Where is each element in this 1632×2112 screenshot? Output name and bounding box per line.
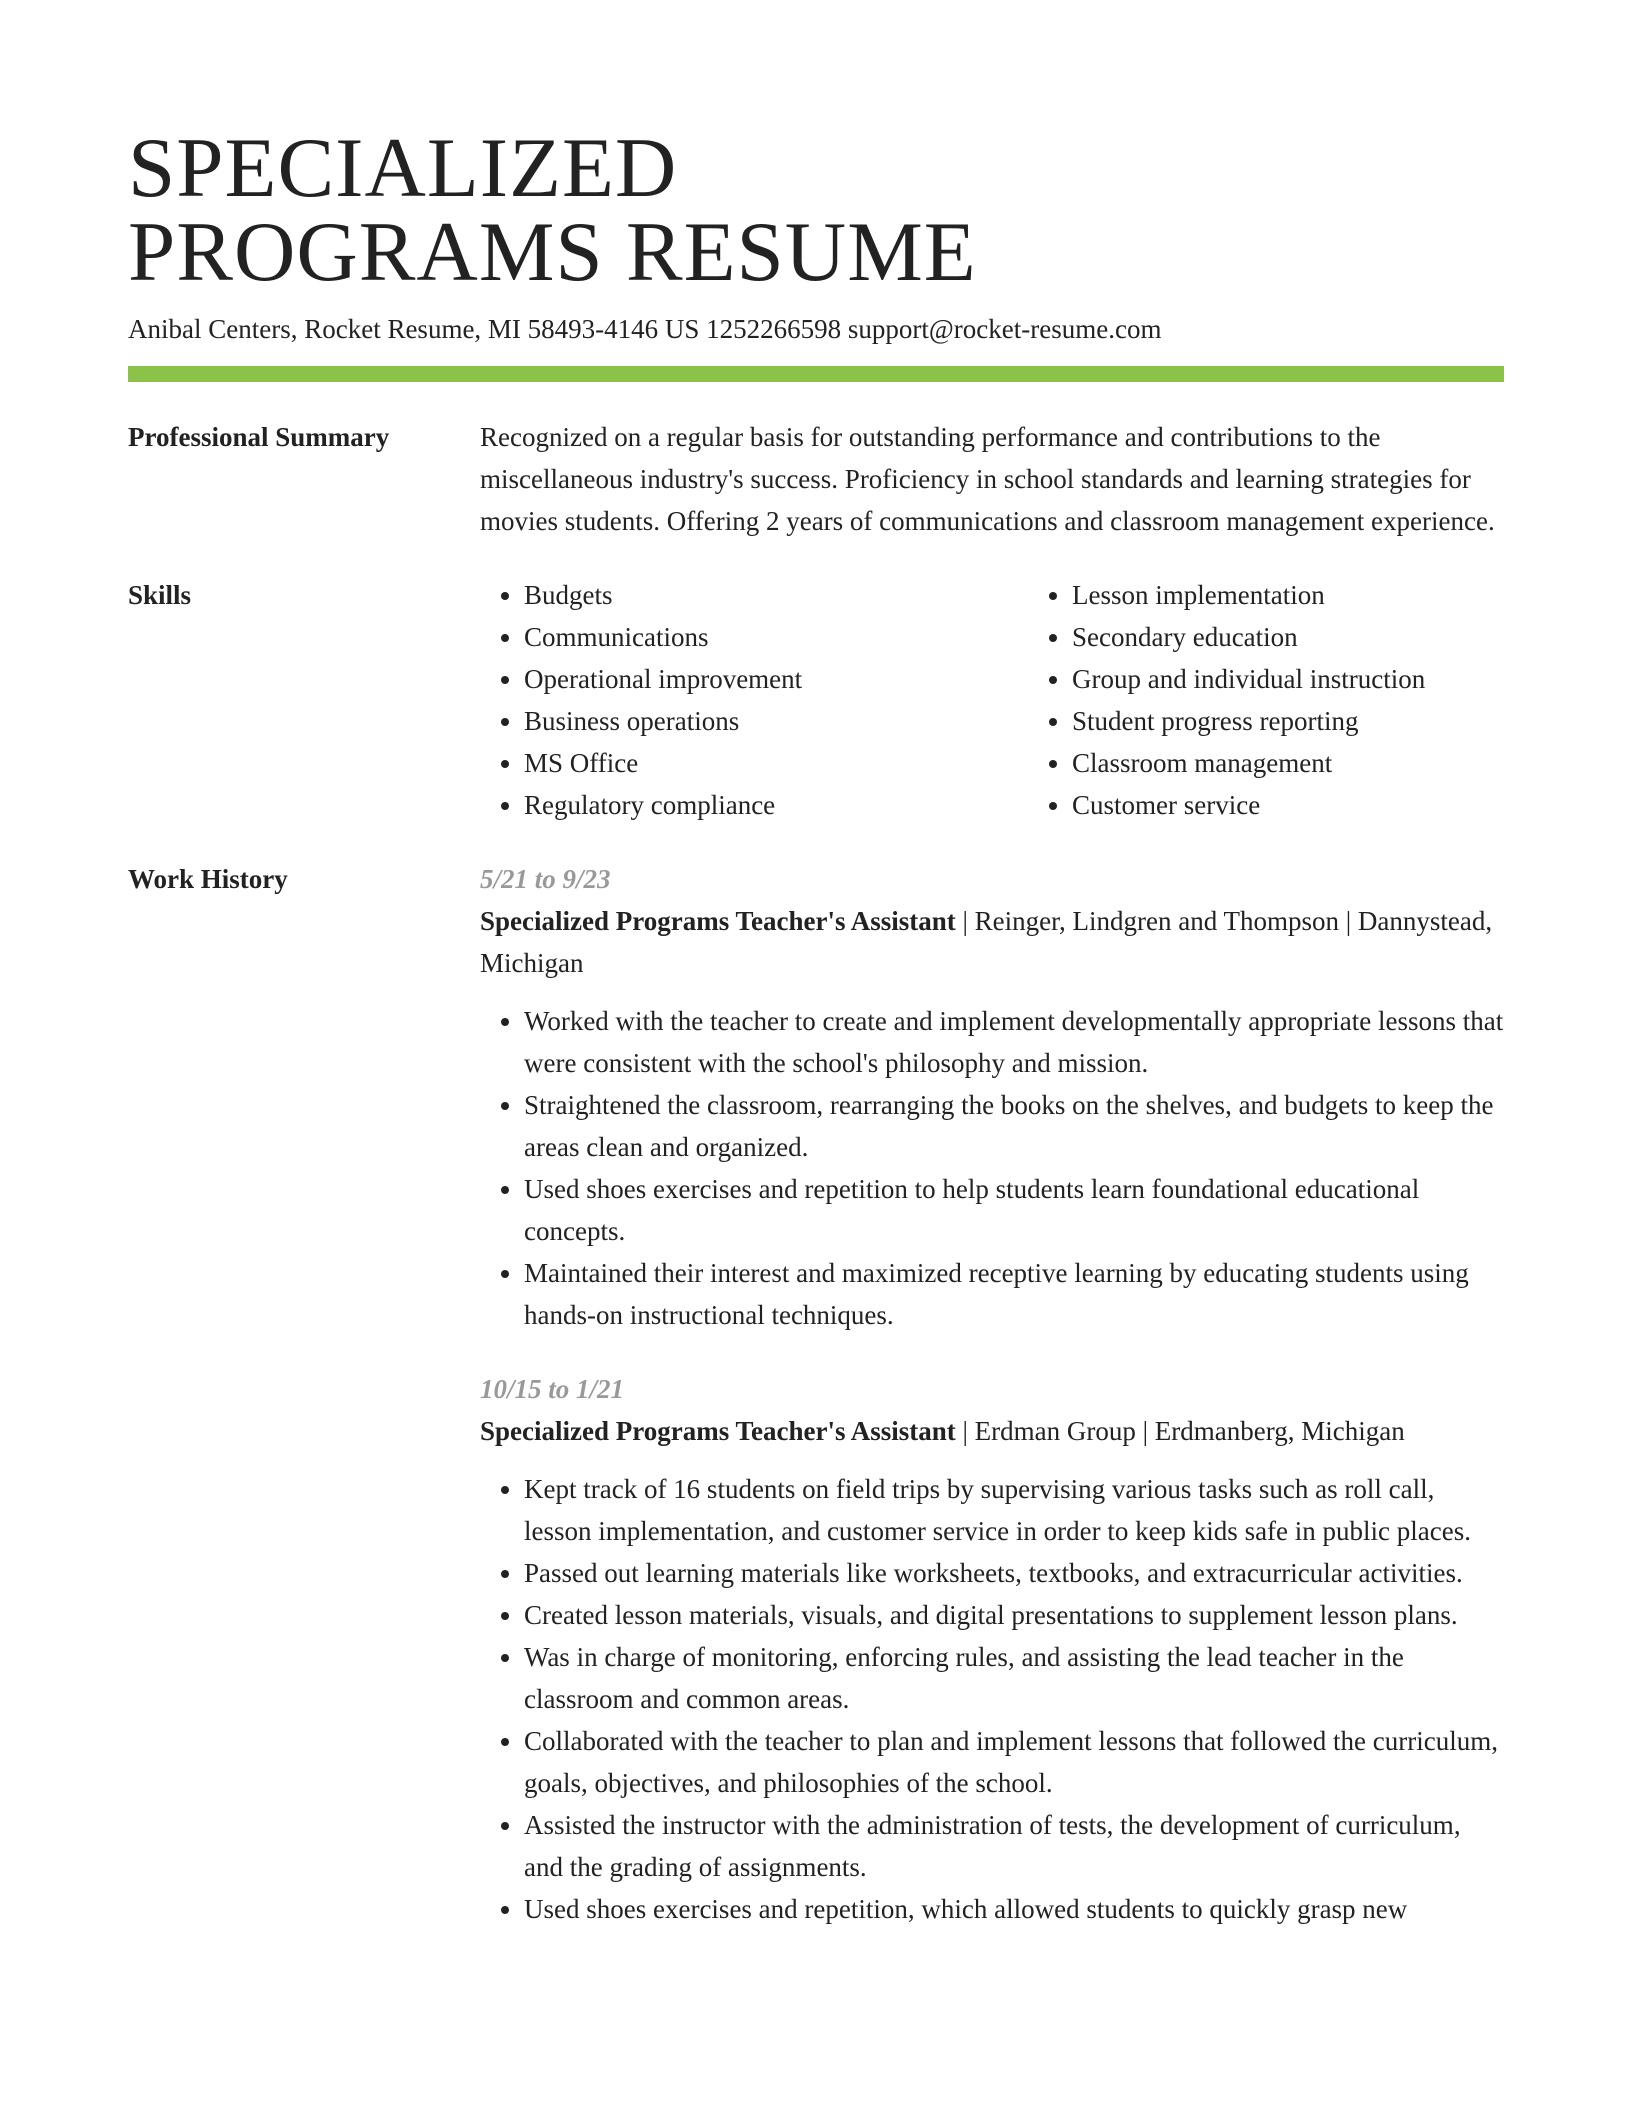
skills-column-left <box>480 574 1028 826</box>
skill-item: • Operational improvement <box>524 658 1028 700</box>
skill-item: • Group and individual instruction <box>1072 658 1576 700</box>
job-bullet: • Straightened the classroom, rearranging the books on the shelves, and budgets to keep the areas clean and organized. <box>524 1084 1504 1168</box>
skills-column-right <box>1028 574 1576 826</box>
skills-section <box>128 574 1504 826</box>
job-dates: 5/21 to 9/23 <box>480 864 611 894</box>
section-label-skills: Skills <box>128 580 192 610</box>
job-title: Specialized Programs Teacher's Assistant <box>480 1416 956 1446</box>
job-heading <box>480 900 1504 984</box>
job-bullet: • Passed out learning materials like worksheets, textbooks, and extracurricular activities. <box>524 1552 1504 1594</box>
skill-item: • Regulatory compliance <box>524 784 1028 826</box>
resume-title-line-2: PROGRAMS RESUME <box>128 205 977 299</box>
job-bullet: • Used shoes exercises and repetition, which allowed students to quickly grasp new <box>524 1888 1504 1930</box>
job-entry <box>480 858 1504 1336</box>
skills-body <box>480 574 1576 826</box>
work-history-section <box>128 858 1504 1930</box>
skill-item: • Communications <box>524 616 1028 658</box>
job-bullet: • Worked with the teacher to create and implement developmentally appropriate lessons that were consistent with the school's philosophy and mission. <box>524 1000 1504 1084</box>
skills-grid <box>480 574 1576 826</box>
skill-item: • Secondary education <box>1072 616 1576 658</box>
skill-item: • Business operations <box>524 700 1028 742</box>
skill-item: • Classroom management <box>1072 742 1576 784</box>
job-employer-location: | Erdman Group | Erdmanberg, Michigan <box>955 1416 1405 1446</box>
job-employer-location: | Reinger, Lindgren and Thompson | Dannystead, Michigan <box>480 906 1493 978</box>
job-heading <box>480 1410 1504 1452</box>
contact-line: Anibal Centers, Rocket Resume, MI 58493-4146 US 1252266598 support@rocket-resume.com <box>128 314 1162 344</box>
job-bullet: • Collaborated with the teacher to plan and implement lessons that followed the curriculum, goals, objectives, and philosophies of the school. <box>524 1720 1504 1804</box>
summary-text: Recognized on a regular basis for outstanding performance and contributions to the miscellaneous industry's success. Proficiency in school standards and learning strategies for movies students. Offering 2 years of communications and classroom management experience. <box>480 422 1495 536</box>
job-title: Specialized Programs Teacher's Assistant <box>480 906 956 936</box>
resume-page <box>128 0 1504 1930</box>
skill-item: • Student progress reporting <box>1072 700 1576 742</box>
job-bullet: • Used shoes exercises and repetition to help students learn foundational educational concepts. <box>524 1168 1504 1252</box>
skill-item: • Customer service <box>1072 784 1576 826</box>
section-label-summary: Professional Summary <box>128 422 390 452</box>
work-history-body <box>480 858 1504 1930</box>
professional-summary-section <box>128 416 1504 542</box>
skill-item: • MS Office <box>524 742 1028 784</box>
job-bullet: • Maintained their interest and maximized receptive learning by educating students using hands-on instructional techniques. <box>524 1252 1504 1336</box>
job-dates: 10/15 to 1/21 <box>480 1374 625 1404</box>
job-entry <box>480 1368 1504 1930</box>
job-bullet: • Created lesson materials, visuals, and digital presentations to supplement lesson plans. <box>524 1594 1504 1636</box>
header-divider <box>128 366 1504 382</box>
skill-item: • Budgets <box>524 574 1028 616</box>
job-bullet: • Kept track of 16 students on field trips by supervising various tasks such as roll call, lesson implementation, and customer service in order to keep kids safe in public places. <box>524 1468 1504 1552</box>
job-bullets <box>480 1000 1504 1336</box>
job-bullet: • Assisted the instructor with the administration of tests, the development of curriculum, and the grading of assignments. <box>524 1804 1504 1888</box>
section-label-work-history: Work History <box>128 864 288 894</box>
job-bullet: • Was in charge of monitoring, enforcing rules, and assisting the lead teacher in the classroom and common areas. <box>524 1636 1504 1720</box>
resume-title-line-1: SPECIALIZED <box>128 121 678 215</box>
resume-title <box>128 0 1504 299</box>
skill-item: • Lesson implementation <box>1072 574 1576 616</box>
job-bullets <box>480 1468 1504 1930</box>
